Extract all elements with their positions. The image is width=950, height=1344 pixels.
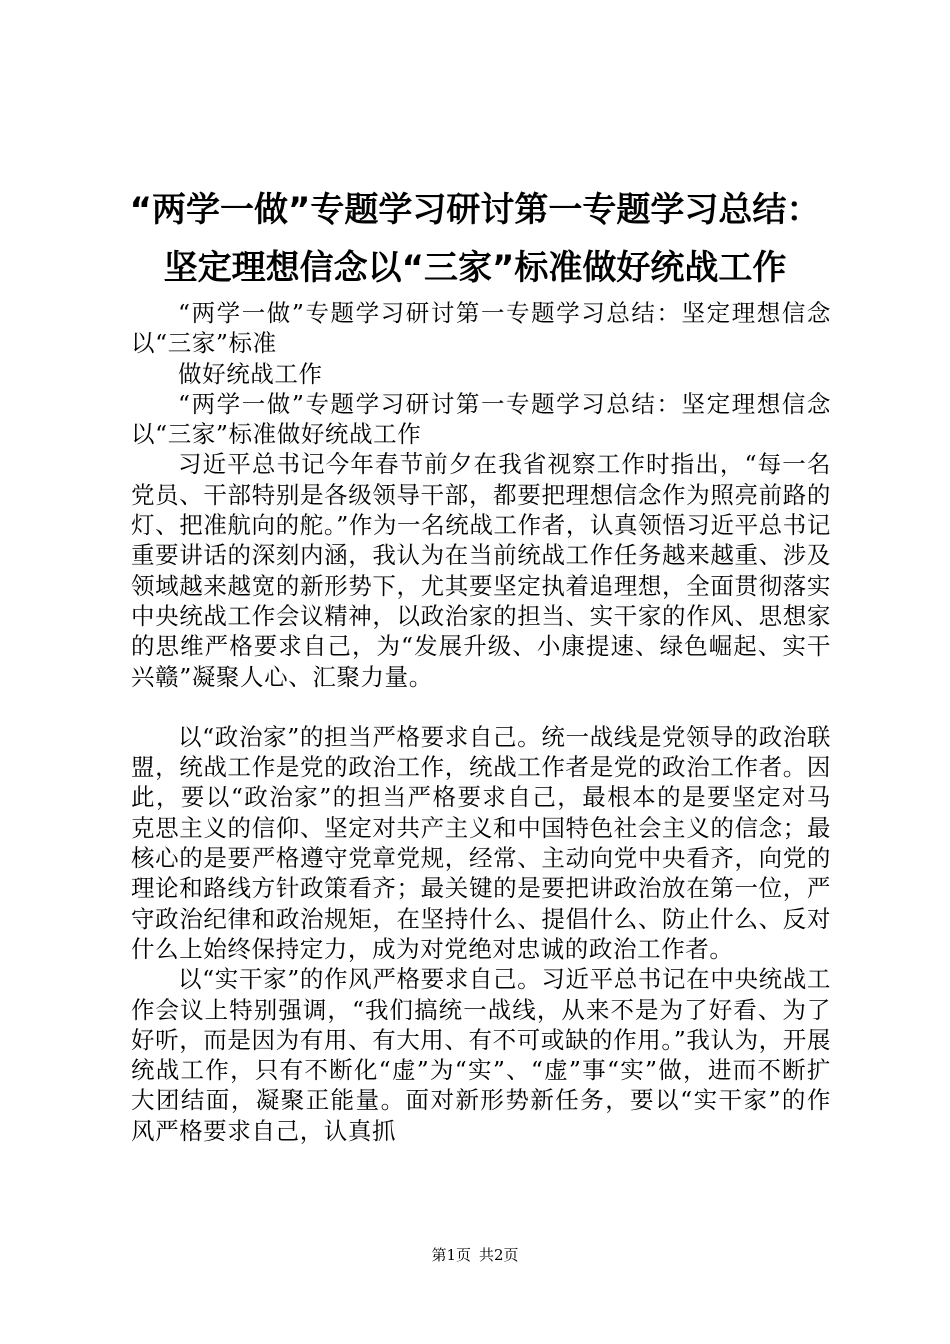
paragraph-intro: 习近平总书记今年春节前夕在我省视察工作时指出，“每一名党员、干部特别是各级领导干部，都要把理想信念作为照亮前路的灯、把准航向的舵。”作为一名统战工作者，认真领悟习近平总书记重要讲话的深刻内涵，我认为在当前统战工作任务越来越重、涉及领域越来越宽的新形势下，尤其要坚定执着追理想，全面贯彻落实中央统战工作会议精神，以政治家的担当、实干家的作风、思想家的思维严格要求自己，为“发展升级、小康提速、绿色崛起、实干兴赣”凝聚人心、汇聚力量。 — [131, 450, 831, 691]
paragraph-heading-repeat-1: “两学一做”专题学习研讨第一专题学习总结：坚定理想信念以“三家”标准 — [131, 299, 831, 358]
paragraph-spacer — [131, 692, 831, 722]
paragraph-heading-repeat-2: “两学一做”专题学习研讨第一专题学习总结：坚定理想信念以“三家”标准做好统战工作 — [131, 389, 831, 449]
paragraph-politician: 以“政治家”的担当严格要求自己。统一战线是党领导的政治联盟，统战工作是党的政治工作，统战工作者是党的政治工作者。因此，要以“政治家”的担当严格要求自己，最根本的是要坚定对马克思主义的信仰、坚定对共产主义和中国特色社会主义的信念；最核心的是要严格遵守党章党规，经常、主动向党中央看齐，向党的理论和路线方针政策看齐；最关键的是要把讲政治放在第一位，严守政治纪律和政治规矩，在坚持什么、提倡什么、防止什么、反对什么上始终保持定力，成为对党绝对忠诚的政治工作者。 — [131, 722, 831, 963]
paragraph-heading-repeat-1-cont: 做好统战工作 — [178, 359, 323, 388]
document-title-line-1: “两学一做”专题学习研讨第一专题学习总结： — [129, 190, 821, 230]
page-number-current: 第1页 — [431, 1246, 471, 1264]
paragraph-doer: 以“实干家”的作风严格要求自己。习近平总书记在中央统战工作会议上特别强调，“我们搞统一战线，从来不是为了好看、为了好听，而是因为有用、有大用、有不可或缺的作用。”我认为，开展统战工作，只有不断化“虚”为“实”、“虚”事“实”做，进而不断扩大团结面，凝聚正能量。面对新形势新任务，要以“实干家”的作风严格要求自己，认真抓 — [131, 965, 831, 1145]
document-body — [131, 298, 831, 1146]
page-number-total: 共2页 — [479, 1246, 519, 1264]
page-footer — [0, 1245, 950, 1265]
document-title-line-2: 坚定理想信念以“三家”标准做好统战工作 — [163, 248, 787, 288]
